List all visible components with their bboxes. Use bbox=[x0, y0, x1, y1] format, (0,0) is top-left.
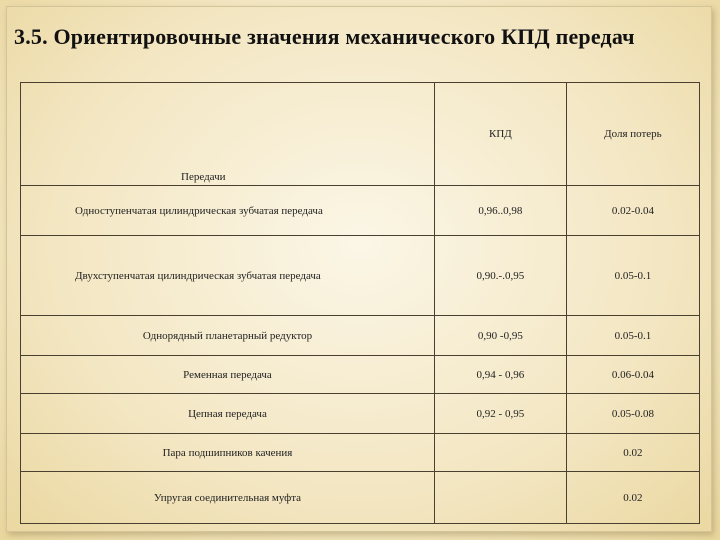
table-row bbox=[21, 472, 700, 524]
table-row bbox=[21, 186, 700, 236]
row-efficiency: 0,90.-.0,95 bbox=[434, 236, 566, 316]
row-loss: 0.05-0.08 bbox=[566, 394, 699, 434]
table-row bbox=[21, 316, 700, 356]
header-efficiency: КПД bbox=[434, 83, 566, 186]
row-name: Однорядный планетарный редуктор bbox=[21, 316, 435, 356]
row-efficiency: 0,90 -0,95 bbox=[434, 316, 566, 356]
table-row bbox=[21, 356, 700, 394]
row-name: Пара подшипников качения bbox=[21, 434, 435, 472]
header-loss-share: Доля потерь bbox=[566, 83, 699, 186]
row-name: Цепная передача bbox=[21, 394, 435, 434]
header-transmissions: Передачи bbox=[21, 83, 435, 186]
table-row bbox=[21, 236, 700, 316]
row-loss: 0.06-0.04 bbox=[566, 356, 699, 394]
row-name: Одноступенчатая цилиндрическая зубчатая передача bbox=[21, 186, 435, 236]
row-name: Упругая соединительная муфта bbox=[21, 472, 435, 524]
row-loss: 0.05-0.1 bbox=[566, 316, 699, 356]
table-row bbox=[21, 434, 700, 472]
row-efficiency: 0,94 - 0,96 bbox=[434, 356, 566, 394]
row-loss: 0.02 bbox=[566, 434, 699, 472]
row-loss: 0.02-0.04 bbox=[566, 186, 699, 236]
efficiency-table bbox=[20, 82, 700, 524]
row-efficiency bbox=[434, 472, 566, 524]
row-name: Двухступенчатая цилиндрическая зубчатая передача bbox=[21, 236, 435, 316]
table-row bbox=[21, 394, 700, 434]
row-name: Ременная передача bbox=[21, 356, 435, 394]
row-efficiency: 0,92 - 0,95 bbox=[434, 394, 566, 434]
row-efficiency: 0,96..0,98 bbox=[434, 186, 566, 236]
slide-title: 3.5. Ориентировочные значения механического КПД передач bbox=[14, 24, 635, 49]
row-loss: 0.02 bbox=[566, 472, 699, 524]
row-efficiency bbox=[434, 434, 566, 472]
row-loss: 0.05-0.1 bbox=[566, 236, 699, 316]
table-header-row bbox=[21, 83, 700, 186]
